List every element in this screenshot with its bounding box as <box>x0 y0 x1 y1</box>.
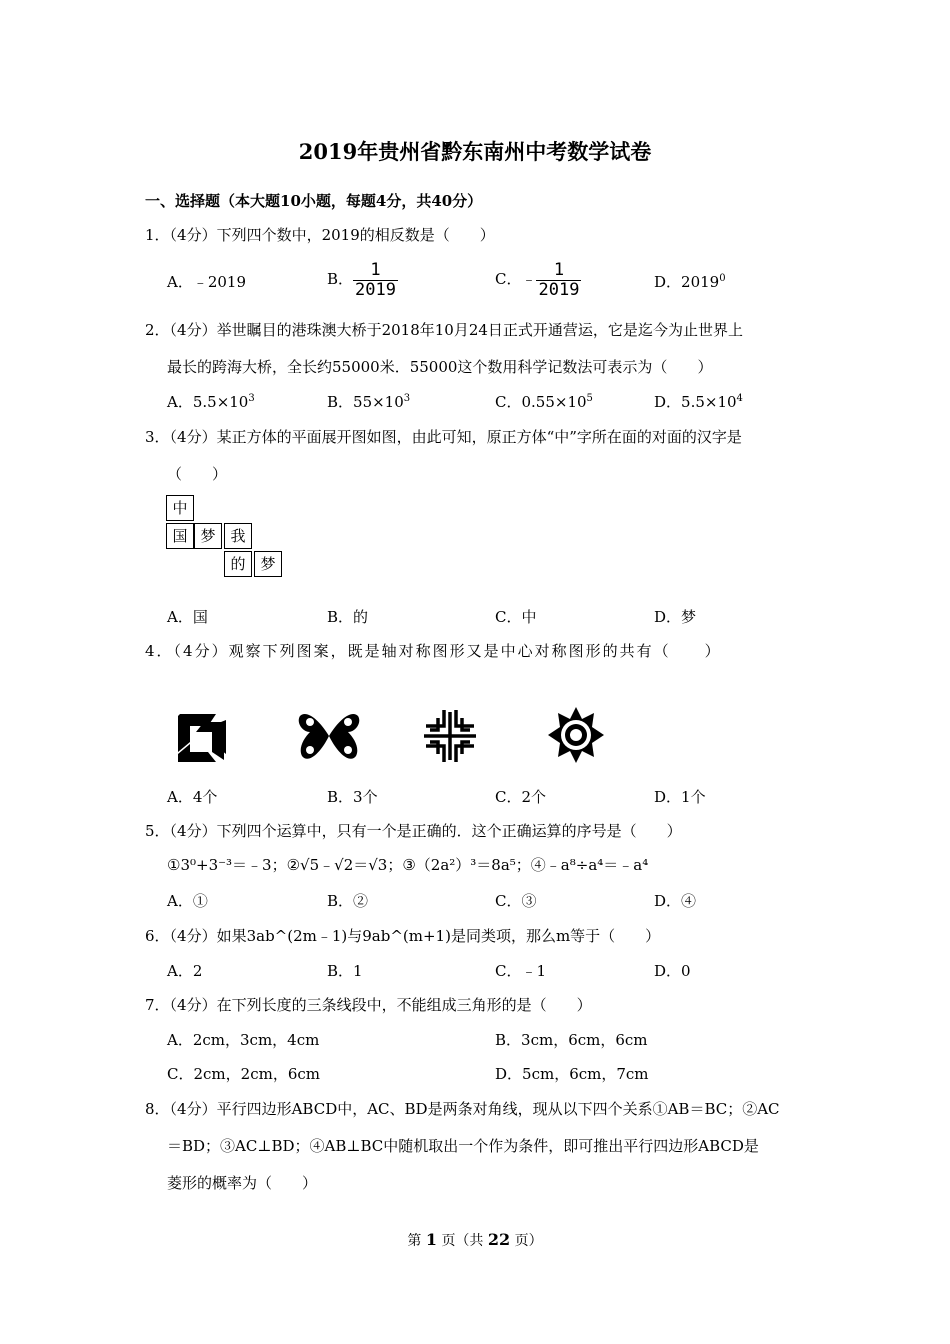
net-cell: 国 <box>166 523 194 549</box>
q4-option-b: B．3个 <box>327 788 378 806</box>
pattern-3-figure <box>422 708 478 764</box>
q6-option-c: C．﹣1 <box>495 962 547 980</box>
page-footer: 第 1 页（共 22 页） <box>407 1230 543 1249</box>
q2-option-c: C．$0.55\times 10^5$ <box>495 393 593 411</box>
net-cell: 我 <box>224 523 252 549</box>
question-1-text: 1．（4分）下列四个数中，2019的相反数是（ ） <box>145 226 495 244</box>
page-number: 1 <box>425 1230 437 1249</box>
q7-option-d: D．5cm，6cm，7cm <box>495 1065 649 1083</box>
q1-option-a: A．﹣2019 <box>167 273 247 291</box>
question-8-line-2: ＝BD；③AC⊥BD；④AB⊥BC中随机取出一个作为条件，即可推出平行四边形ABCD是 <box>167 1137 759 1155</box>
pattern-1-figure <box>172 712 232 764</box>
question-3-line-2: （ ） <box>167 465 228 483</box>
page-title: 2019年贵州省黔东南州中考数学试卷 <box>298 139 652 164</box>
q5-option-a: A．① <box>167 892 208 910</box>
q4-option-d: D．1个 <box>654 788 706 806</box>
fraction: $\frac{1}{2019}$ <box>538 260 580 300</box>
q5-option-b: B．② <box>327 892 369 910</box>
question-5-text: 5．（4分）下列四个运算中，只有一个是正确的．这个正确运算的序号是（ ） <box>145 822 682 840</box>
question-5-expressions: ①3⁰+3⁻³＝﹣3；②√5﹣√2＝√3；③（2a²）³＝8a⁵；④﹣a⁸÷a⁴＝﹣a⁴ <box>167 856 649 874</box>
net-cell: 的 <box>224 551 252 577</box>
q5-option-d: D．④ <box>654 892 697 910</box>
q7-option-a: A．2cm，3cm，4cm <box>167 1031 320 1049</box>
q2-option-a: A．$5.5\times 10^3$ <box>167 393 255 411</box>
section-heading: 一、选择题（本大题10小题，每题4分，共40分） <box>145 192 483 210</box>
question-8-line-1: 8．（4分）平行四边形ABCD中，AC、BD是两条对角线，现从以下四个关系①AB＝BC；②AC <box>145 1100 780 1118</box>
net-cell: 梦 <box>254 551 282 577</box>
total-pages: 22 <box>487 1230 511 1249</box>
question-2-line-1: 2．（4分）举世瞩目的港珠澳大桥于2018年10月24日正式开通营运，它是迄今为止世界上 <box>145 321 743 339</box>
question-3-line-1: 3．（4分）某正方体的平面展开图如图，由此可知，原正方体“中”字所在面的对面的汉字是 <box>145 428 742 446</box>
question-4-text: 4．（4分）观察下列图案，既是轴对称图形又是中心对称图形的共有（ ） <box>145 642 722 660</box>
q7-option-c: C．2cm，2cm，6cm <box>167 1065 320 1083</box>
q2-option-b: B．$55\times 10^3$ <box>327 393 411 411</box>
q7-option-b: B．3cm，6cm，6cm <box>495 1031 648 1049</box>
q1-option-b: B． $\frac{1}{2019}$ <box>327 260 396 300</box>
q6-option-b: B．1 <box>327 962 363 980</box>
fraction: $\frac{1}{2019}$ <box>355 260 396 300</box>
net-cell: 中 <box>166 495 194 521</box>
pattern-2-figure <box>296 708 362 764</box>
q6-option-d: D．0 <box>654 962 691 980</box>
q4-option-c: C．2个 <box>495 788 547 806</box>
q3-option-b: B．的 <box>327 608 369 626</box>
question-8-line-3: 菱形的概率为（ ） <box>167 1174 318 1192</box>
question-7-text: 7．（4分）在下列长度的三条线段中，不能组成三角形的是（ ） <box>145 996 592 1014</box>
q4-option-a: A．4个 <box>167 788 218 806</box>
q2-option-d: D．$5.5\times 10^4$ <box>654 393 743 411</box>
q1-option-d: D．2019$^0$ <box>654 273 726 291</box>
question-6-text: 6．（4分）如果3ab^(2m﹣1)与9ab^(m+1)是同类项，那么m等于（ ） <box>145 927 661 945</box>
pattern-4-figure <box>547 706 605 764</box>
q3-option-c: C．中 <box>495 608 537 626</box>
q6-option-a: A．2 <box>167 962 203 980</box>
q3-option-d: D．梦 <box>654 608 697 626</box>
q5-option-c: C．③ <box>495 892 537 910</box>
net-cell: 梦 <box>194 523 222 549</box>
q1-option-c: C．﹣ $\frac{1}{2019}$ <box>495 260 580 300</box>
q3-option-a: A．国 <box>167 608 208 626</box>
question-2-line-2: 最长的跨海大桥，全长约55000米．55000这个数用科学记数法可表示为（ ） <box>167 358 713 376</box>
